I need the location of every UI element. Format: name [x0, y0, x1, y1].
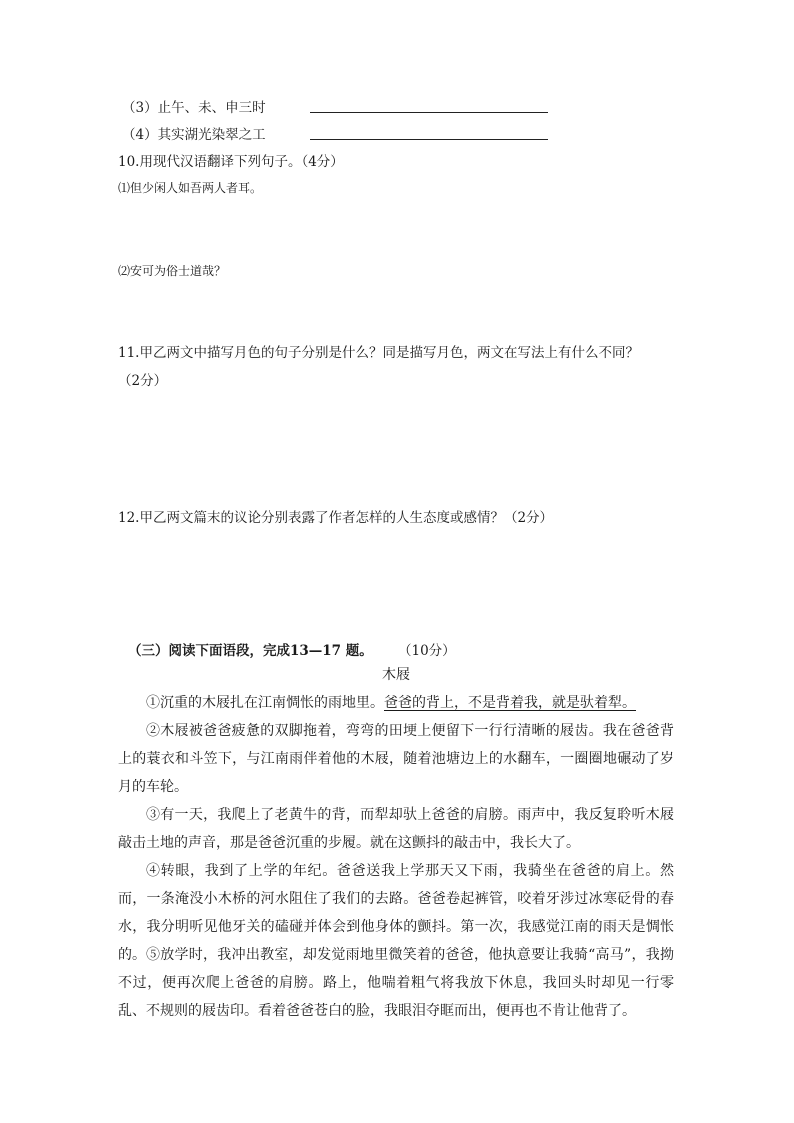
passage-title: 木屐	[382, 667, 410, 683]
q9-item-4: （4）其实湖光染翠之工	[122, 127, 266, 143]
q10-stem: 10.用现代汉语翻译下列句子。（4分）	[118, 154, 344, 170]
section-3-heading: （三）阅读下面语段，完成13—17 题。	[128, 643, 373, 659]
q10-sub-2: ⑵安可为俗士道哉？	[118, 264, 227, 278]
passage-paragraph-5: ⑤放学时，我冲出教室，却发觉雨地里微笑着的爸爸，他执意要让我骑“高马”，我拗不过，便再次爬上爸爸的肩膀。路上，他喘着粗气将我放下休息，我回头时却见一行零乱、不规则的屐齿印。看着爸爸苍白的脸，我眼泪夺眶而出，便再也不肯让他背了。	[118, 947, 674, 1019]
section-3-score: （10分）	[398, 643, 456, 659]
paragraph-1-text: ①沉重的木屐扎在江南惆怅的雨地里。	[146, 695, 384, 711]
passage-paragraph-2: ②木屐被爸爸疲惫的双脚拖着，弯弯的田埂上便留下一行行清晰的屐齿。我在爸爸背上的蓑衣和斗笠下，与江南雨伴着他的木屐，随着池塘边上的水翻车，一圈圈地碾动了岁月的车轮。	[118, 723, 674, 795]
q9-item-3-answer-line[interactable]	[310, 112, 548, 113]
q12-stem: 12.甲乙两文篇末的议论分别表露了作者怎样的人生态度或感情？（2分）	[118, 510, 554, 526]
passage-paragraph-3: ③有一天，我爬上了老黄牛的背，而犁却驮上爸爸的肩膀。雨声中，我反复聆听木屐敲击土地的声音，那是爸爸沉重的步履。就在这颤抖的敲击中，我长大了。	[118, 807, 674, 851]
q11-stem-line-2: （2分）	[118, 373, 168, 389]
paragraph-1-underlined-sentence: 爸爸的背上，不是背着我，就是驮着犁。	[384, 695, 636, 711]
q9-item-4-answer-line[interactable]	[310, 139, 548, 140]
passage-paragraph-1	[118, 689, 674, 717]
q11-stem-line-1: 11.甲乙两文中描写月色的句子分别是什么？同是描写月色，两文在写法上有什么不同？	[118, 345, 639, 361]
q9-item-3: （3）止午、未、申三时	[122, 100, 266, 116]
passage-paragraph-4: ④转眼，我到了上学的年纪。爸爸送我上学那天又下雨，我骑坐在爸爸的肩上。然而，一条淹没小木桥的河水阻住了我们的去路。爸爸卷起裤管，咬着牙涉过冰寒砭骨的春水，我分明听见他牙关的磕碰并体会到他身体的颤抖。第一次，我感觉江南的雨天是惆怅的。	[118, 863, 674, 963]
q10-sub-1: ⑴但少闲人如吾两人者耳。	[118, 181, 263, 195]
